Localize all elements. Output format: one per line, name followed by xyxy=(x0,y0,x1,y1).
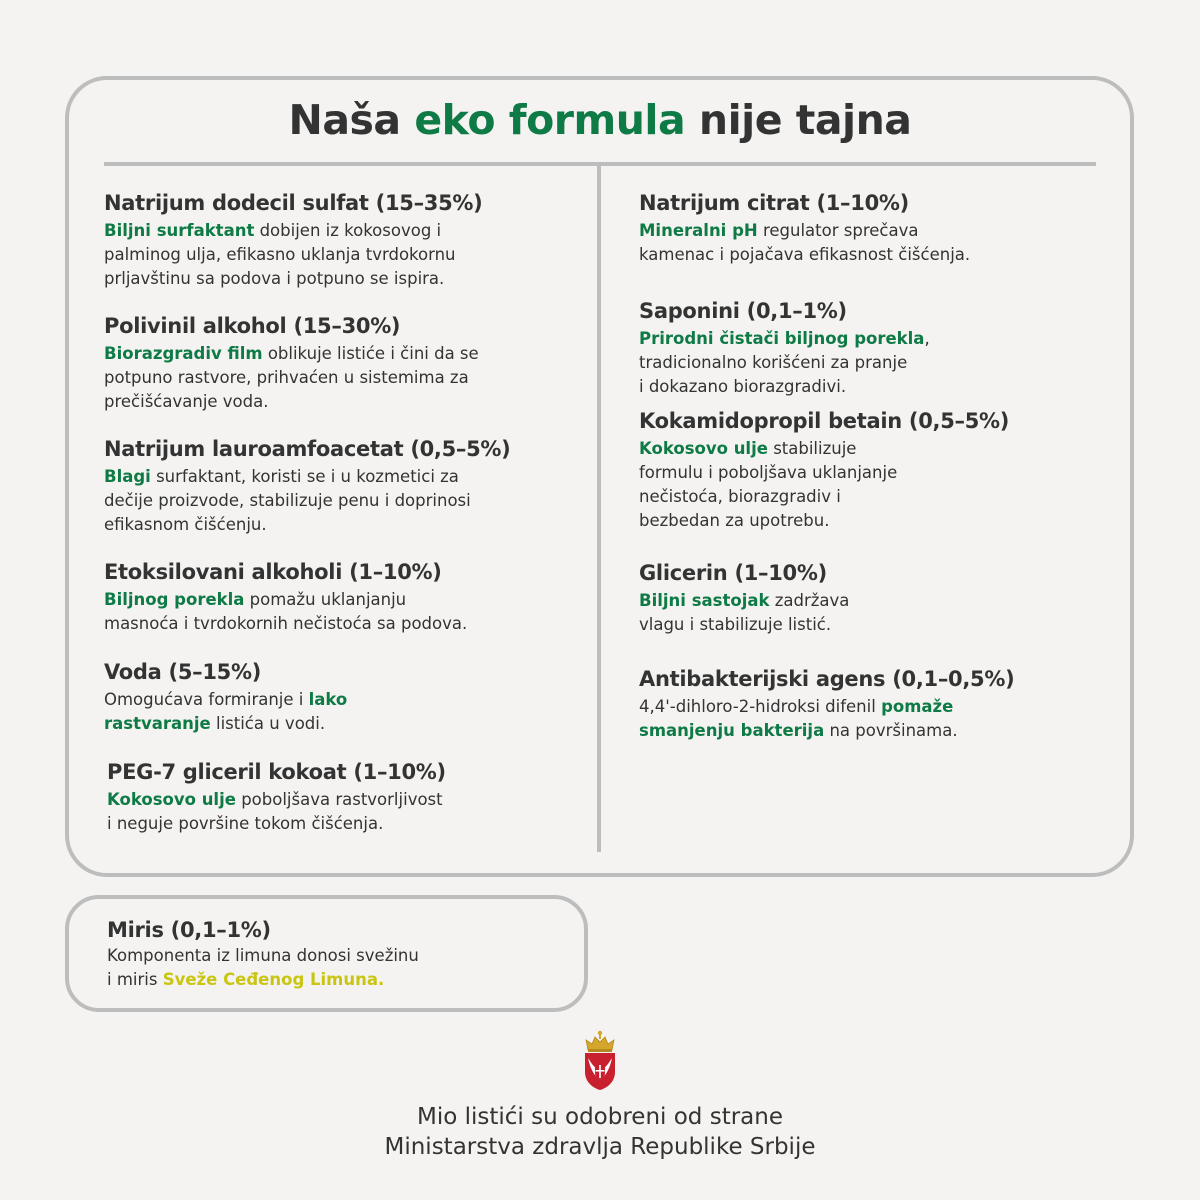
ingredient-name: Natrijum citrat (1–10%) xyxy=(639,191,909,215)
ingredient-voda xyxy=(104,658,347,736)
ingredient-description: Kokosovo ulje stabilizuje formulu i poboljšava uklanjanje nečistoća, biorazgradiv i bezbedan za upotrebu. xyxy=(639,439,898,530)
ingredient-description: Kokosovo ulje poboljšava rastvorljivost i neguje površine tokom čišćenja. xyxy=(107,790,443,833)
ingredient-name: Antibakterijski agens (0,1–0,5%) xyxy=(639,667,1015,691)
page-title xyxy=(0,96,1200,144)
ingredient-saponini xyxy=(639,297,930,399)
ingredient-description: Blagi surfaktant, koristi se i u kozmetici za dečije proizvode, stabilizuje penu i doprinosi efikasnom čišćenju. xyxy=(104,467,471,534)
ingredient-polivinil-alkohol xyxy=(104,312,479,414)
ingredient-kokamidopropil-betain xyxy=(639,407,1009,533)
ingredient-name: Miris (0,1–1%) xyxy=(107,918,271,942)
ingredient-description: Mineralni pH regulator sprečava kamenac i pojačava efikasnost čišćenja. xyxy=(639,221,971,264)
ingredient-name: Etoksilovani alkoholi (1–10%) xyxy=(104,560,442,584)
ingredient-name: Polivinil alkohol (15–30%) xyxy=(104,314,401,338)
approval-statement xyxy=(0,1102,1200,1162)
ingredient-peg7-gliceril-kokoat xyxy=(107,758,446,836)
ingredient-natrijum-citrat xyxy=(639,189,970,267)
ingredient-name: PEG-7 gliceril kokoat (1–10%) xyxy=(107,760,446,784)
ingredient-name: Natrijum lauroamfoacetat (0,5–5%) xyxy=(104,437,511,461)
ingredient-antibakterijski-agens xyxy=(639,665,1014,743)
ingredient-description: Biljni sastojak zadržava vlagu i stabilizuje listić. xyxy=(639,591,850,634)
ingredient-description: 4,4'-dihloro-2-hidroksi difenil pomaže smanjenju bakterija na površinama. xyxy=(639,697,958,740)
title-part2: nije tajna xyxy=(685,96,912,144)
ingredient-description: Omogućava formiranje i lako rastvaranje listića u vodi. xyxy=(104,690,348,733)
ingredient-name: Kokamidopropil betain (0,5–5%) xyxy=(639,409,1010,433)
ingredient-natrijum-lauroamfoacetat xyxy=(104,435,510,537)
ingredient-natrijum-dodecil-sulfat xyxy=(104,189,482,291)
serbian-coat-of-arms-icon xyxy=(580,1028,620,1092)
ingredient-description: Prirodni čistači biljnog porekla, tradicionalno korišćeni za pranje i dokazano biorazgradivi. xyxy=(639,329,930,396)
ingredient-description: Biljnog porekla pomažu uklanjanju masnoća i tvrdokornih nečistoća sa podova. xyxy=(104,590,468,633)
ingredient-etoksilovani-alkoholi xyxy=(104,558,467,636)
ingredient-description: Biljni surfaktant dobijen iz kokosovog i palminog ulja, efikasno uklanja tvrdokornu prljavštinu sa podova i potpuno se ispira. xyxy=(104,221,456,288)
ingredient-name: Glicerin (1–10%) xyxy=(639,561,827,585)
ingredient-name: Saponini (0,1–1%) xyxy=(639,299,847,323)
ingredient-name: Natrijum dodecil sulfat (15–35%) xyxy=(104,191,483,215)
footer-line-1: Mio listići su odobreni od strane xyxy=(417,1104,783,1130)
ingredient-name: Voda (5–15%) xyxy=(104,660,262,684)
ingredient-description: Komponenta iz limuna donosi svežinu i miris Sveže Ceđenog Limuna. xyxy=(107,946,419,989)
ingredient-glicerin xyxy=(639,559,849,637)
ingredient-miris xyxy=(107,916,419,992)
column-divider xyxy=(597,164,601,852)
title-part1: Naša xyxy=(288,96,415,144)
title-highlight: eko formula xyxy=(414,96,686,144)
footer-line-2: Ministarstva zdravlja Republike Srbije xyxy=(384,1134,816,1160)
ingredient-description: Biorazgradiv film oblikuje listiće i čini da se potpuno rastvore, prihvaćen u sistemima za prečišćavanje voda. xyxy=(104,344,479,411)
